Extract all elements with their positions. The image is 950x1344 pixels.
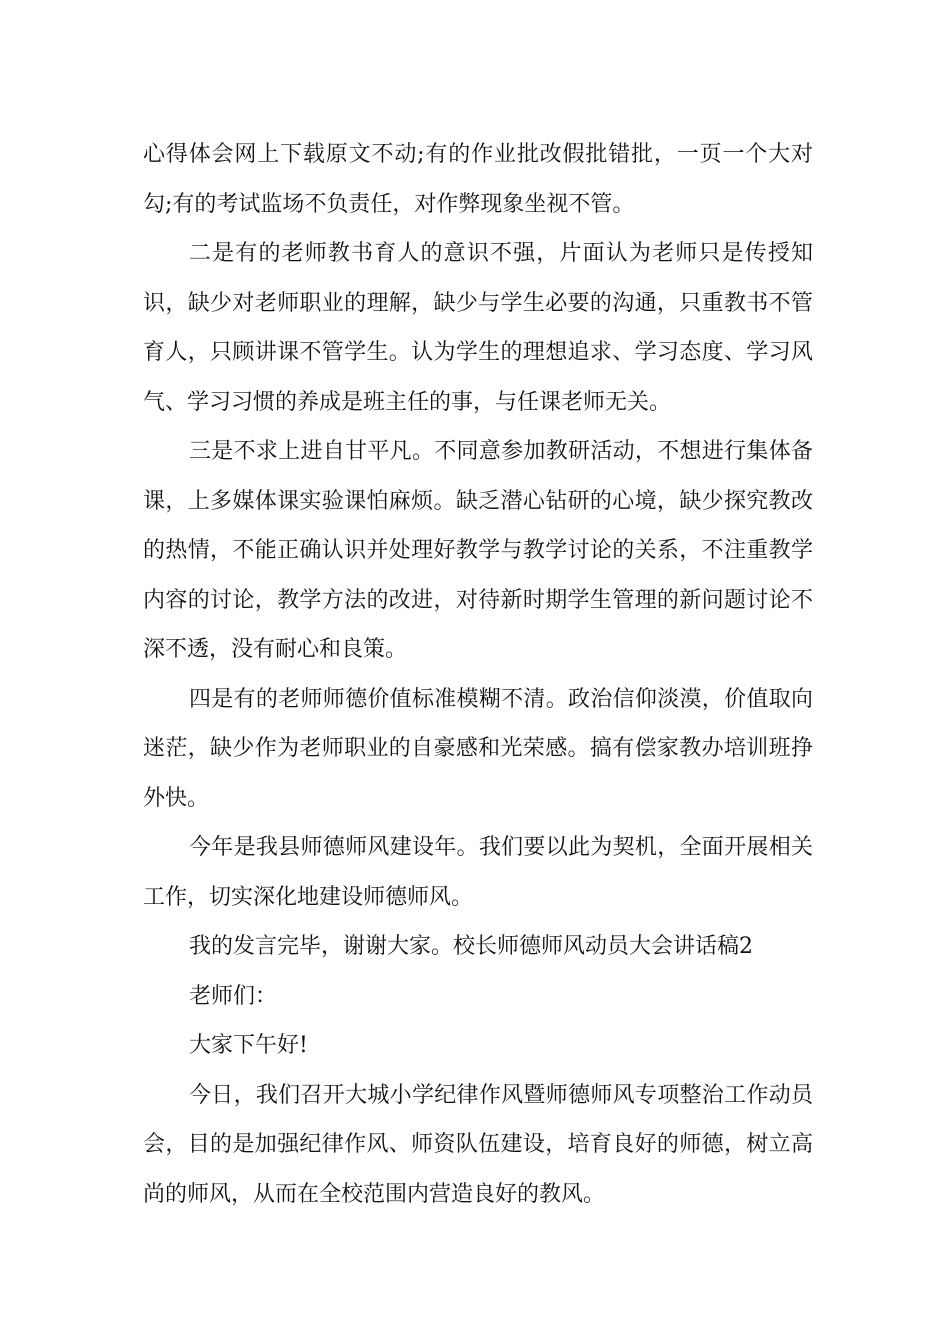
paragraph-salutation: 老师们：: [189, 983, 278, 1009]
paragraph-continuation: 心得体会网上下载原文不动;有的作业批改假批错批，一页一个大对勾;有的考试监场不负责任，对作弊现象坐视不管。: [143, 142, 813, 217]
paragraph-point-four: 四是有的老师师德价值标准模糊不清。政治信仰淡漠，价值取向迷茫，缺少作为老师职业的自豪感和光荣感。搞有偿家教办培训班挣外快。: [143, 686, 813, 811]
paragraph-point-three: 三是不求上进自甘平凡。不同意参加教研活动，不想进行集体备课，上多媒体课实验课怕麻烦。缺乏潜心钻研的心境，缺少探究教改的热情，不能正确认识并处理好教学与教学讨论的关系，不注重教学内容的讨论，教学方法的改进，对待新时期学生管理的新问题讨论不深不透，没有耐心和良策。: [143, 439, 813, 662]
paragraph-this-year: 今年是我县师德师风建设年。我们要以此为契机，全面开展相关工作，切实深化地建设师德师风。: [143, 835, 813, 910]
paragraph-point-two: 二是有的老师教书育人的意识不强，片面认为老师只是传授知识，缺少对老师职业的理解，缺少与学生必要的沟通，只重教书不管育人，只顾讲课不管学生。认为学生的理想追求、学习态度、学习风气、学习习惯的养成是班主任的事，与任课老师无关。: [143, 241, 813, 415]
document-body: [143, 130, 813, 1219]
paragraph-greeting: 大家下午好!: [189, 1033, 308, 1058]
paragraph-closing-and-title: 我的发言完毕，谢谢大家。校长师德师风动员大会讲话稿2: [189, 934, 753, 959]
paragraph-meeting-purpose: 今日，我们召开大城小学纪律作风暨师德师风专项整治工作动员会，目的是加强纪律作风、师资队伍建设，培育良好的师德，树立高尚的师风，从而在全校范围内营造良好的教风。: [143, 1082, 813, 1207]
